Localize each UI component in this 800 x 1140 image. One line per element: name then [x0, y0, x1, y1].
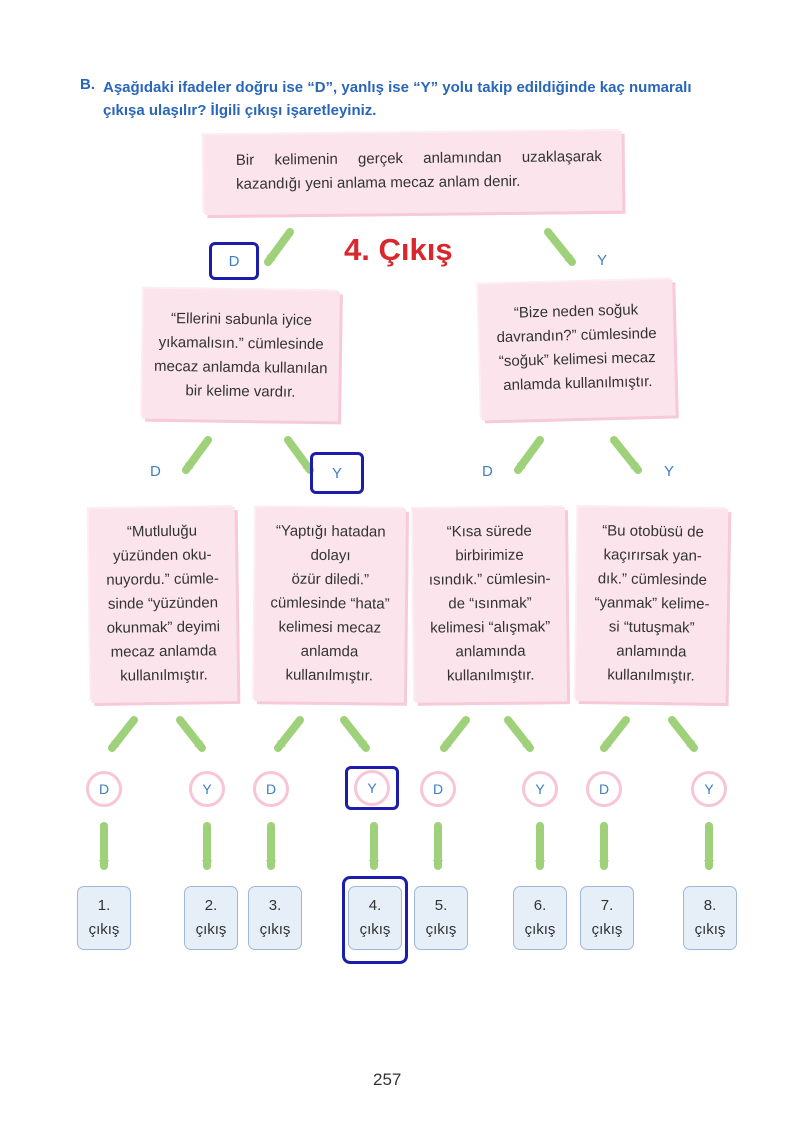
exit-box-5[interactable]: [414, 886, 468, 950]
statement-text-2a: “Mutluluğu yüzünden oku- nuyordu.” cümle- sinde “yüzünden okunmak” deyimi mecaz anlamda kullanılmıştır.: [106, 522, 221, 685]
branch-l1-d: D: [228, 252, 240, 270]
statement-text-2d: “Bu otobüsü de kaçırırsak yan- dık.” cümlesinde “yanmak” kelime- si “tutuşmak” anlamında kullanılmıştır.: [594, 522, 710, 685]
statement-card-1a: [142, 289, 340, 422]
branch-l2-4: Y: [664, 463, 675, 480]
statement-card-2c: [413, 507, 567, 703]
branch-l2-1: D: [150, 463, 161, 480]
branch-l2-2: Y: [331, 464, 342, 482]
exit-2-label: çıkış: [195, 921, 227, 938]
exit-3-label: çıkış: [259, 921, 291, 938]
arrow-c4-y: [672, 720, 694, 748]
exit-4-highlight: [342, 876, 408, 964]
statement-card-2a: [89, 507, 238, 703]
branch-circle-4: [354, 770, 390, 806]
section-letter: B.: [80, 76, 95, 93]
exit-5-label: çıkış: [425, 921, 457, 938]
exit-4-num: 4.: [368, 897, 382, 914]
statement-text-2c: “Kısa sürede birbirimize ısındık.” cümlesin- de “ısınmak” kelimesi “alışmak” anlamında kullanılmıştır.: [428, 522, 551, 685]
arrow-l1a-d: [186, 440, 208, 470]
branch-circle-2: [189, 771, 225, 807]
statement-card-2b: [254, 507, 406, 703]
branch-circle-5-label: D: [432, 781, 444, 797]
branch-l2-3: D: [482, 463, 493, 480]
arrow-start-d: [268, 232, 290, 262]
exit-box-6[interactable]: [513, 886, 567, 950]
exit-8-label: çıkış: [694, 921, 726, 938]
branch-circle-4-highlight: [345, 766, 399, 810]
exit-2-num: 2.: [204, 897, 218, 914]
exit-1-num: 1.: [97, 897, 111, 914]
branch-circle-8: [691, 771, 727, 807]
exit-box-2[interactable]: [184, 886, 238, 950]
page-number: 257: [373, 1070, 402, 1089]
exit-7-label: çıkış: [591, 921, 623, 938]
branch-circle-6: [522, 771, 558, 807]
branch-circle-1-label: D: [98, 781, 110, 797]
exit-1-label: çıkış: [88, 921, 120, 938]
branch-circle-2-label: Y: [202, 781, 212, 797]
exit-box-7[interactable]: [580, 886, 634, 950]
exit-box-3[interactable]: [248, 886, 302, 950]
exit-6-num: 6.: [533, 897, 547, 914]
arrow-l1a-y: [288, 440, 310, 470]
arrow-c2-y: [344, 720, 366, 748]
exit-5-num: 5.: [434, 897, 448, 914]
branch-circle-3: [253, 771, 289, 807]
statement-text-1a: “Ellerini sabunla iyice yıkamalısın.” cümlesinde mecaz anlamda kullanılan bir kelime vardır.: [153, 310, 328, 401]
arrow-start-y: [548, 232, 572, 262]
exit-4-label: çıkış: [359, 921, 391, 938]
branch-circle-1: [86, 771, 122, 807]
arrow-l1b-d: [518, 440, 540, 470]
start-statement-text: Bir kelimenin gerçek anlamından uzaklaşarak kazandığı yeni anlama mecaz anlam denir.: [235, 148, 602, 193]
branch-circle-4-label: Y: [367, 780, 377, 796]
exit-7-num: 7.: [600, 897, 614, 914]
exit-box-1[interactable]: [77, 886, 131, 950]
arrow-c1-y: [180, 720, 202, 748]
statement-card-1b: [478, 279, 675, 420]
branch-l1-y: Y: [597, 252, 608, 269]
exit-8-num: 8.: [703, 897, 717, 914]
branch-circle-7: [586, 771, 622, 807]
branch-circle-5: [420, 771, 456, 807]
arrow-c4-d: [604, 720, 626, 748]
branch-l1-d-highlight: [209, 242, 259, 280]
arrow-l1b-y: [614, 440, 638, 470]
handwritten-answer: 4. Çıkış: [344, 232, 453, 267]
exit-3-num: 3.: [268, 897, 282, 914]
branch-l2-2-highlight: [310, 452, 364, 494]
exit-box-8[interactable]: [683, 886, 737, 950]
statement-text-1b: “Bize neden soğuk davrandın?” cümlesinde “soğuk” kelimesi mecaz anlamda kullanılmıştır.: [496, 301, 657, 394]
branch-circle-6-label: Y: [535, 781, 545, 797]
branch-circle-3-label: D: [265, 781, 277, 797]
arrow-c1-d: [112, 720, 134, 748]
branch-circle-8-label: Y: [704, 781, 714, 797]
arrow-c3-y: [508, 720, 530, 748]
arrow-c2-d: [278, 720, 300, 748]
statement-card-2d: [576, 507, 729, 703]
instruction-text: Aşağıdaki ifadeler doğru ise “D”, yanlış ise “Y” yolu takip edildiğinde kaç numaralı çıkışa ulaşılır? İlgili çıkışı işaretleyiniz.: [103, 79, 692, 119]
branch-circle-7-label: D: [598, 781, 610, 797]
arrow-c3-d: [444, 720, 466, 748]
statement-text-2b: “Yaptığı hatadan dolayı özür diledi.” cümlesinde “hata” kelimesi mecaz anlamda kullanılmıştır.: [270, 522, 390, 685]
exit-6-label: çıkış: [524, 921, 556, 938]
